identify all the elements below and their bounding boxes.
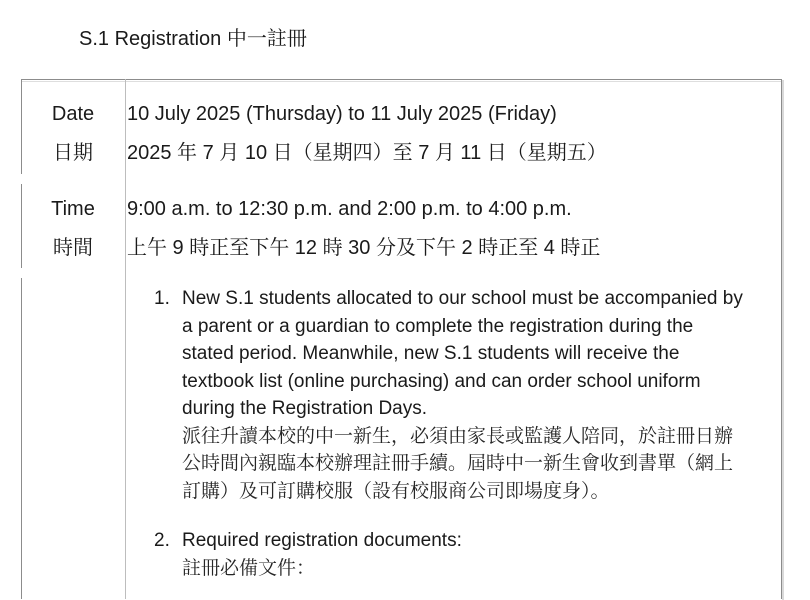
time-value-en: 9:00 a.m. to 12:30 p.m. and 2:00 p.m. to 4:00 p.m. [127, 198, 572, 220]
list-item [154, 285, 743, 505]
date-value-en: 10 July 2025 (Thursday) to 11 July 2025 (Friday) [127, 103, 557, 125]
date-value-zh: 2025 年 7 月 10 日（星期四）至 7 月 11 日（星期五） [127, 142, 607, 164]
row-gap [21, 174, 22, 184]
table-top-rule [22, 81, 781, 82]
date-label-zh: 日期 [53, 142, 93, 164]
time-label-en: Time [51, 198, 95, 220]
date-label-en: Date [51, 103, 95, 125]
time-label-zh: 時間 [53, 237, 93, 259]
list-item-text-zh: 派往升讀本校的中一新生，必須由家長或監護人陪同，於註冊日辦 公時間內親臨本校辦理註冊手續。屆時中一新生會收到書單（網上 訂購）及可訂購校服（設有校服商公司即場度身）。 [182, 425, 734, 502]
list-item-text-en: Required registration documents: [182, 530, 462, 551]
list-item-number: 2. [154, 530, 170, 551]
table-right-edge [782, 80, 784, 600]
column-divider [125, 79, 126, 599]
list-item-text-en: New S.1 students allocated to our school must be accompanied by a parent or a guardian to complete the registration during the stated period. Meanwhile, new S.1 students will receive the textbook list (online purchasing) and can order school uniform during the Registration Days. [182, 288, 743, 419]
time-value-zh: 上午 9 時正至下午 12 時 30 分及下午 2 時正至 4 時正 [127, 237, 601, 259]
list-item-text-zh: 註冊必備文件： [182, 557, 316, 579]
page-title: S.1 Registration 中一註冊 [79, 28, 307, 50]
list-item [154, 527, 743, 582]
notes-list [154, 285, 743, 582]
row-gap [21, 268, 22, 278]
list-item-number: 1. [154, 288, 170, 309]
